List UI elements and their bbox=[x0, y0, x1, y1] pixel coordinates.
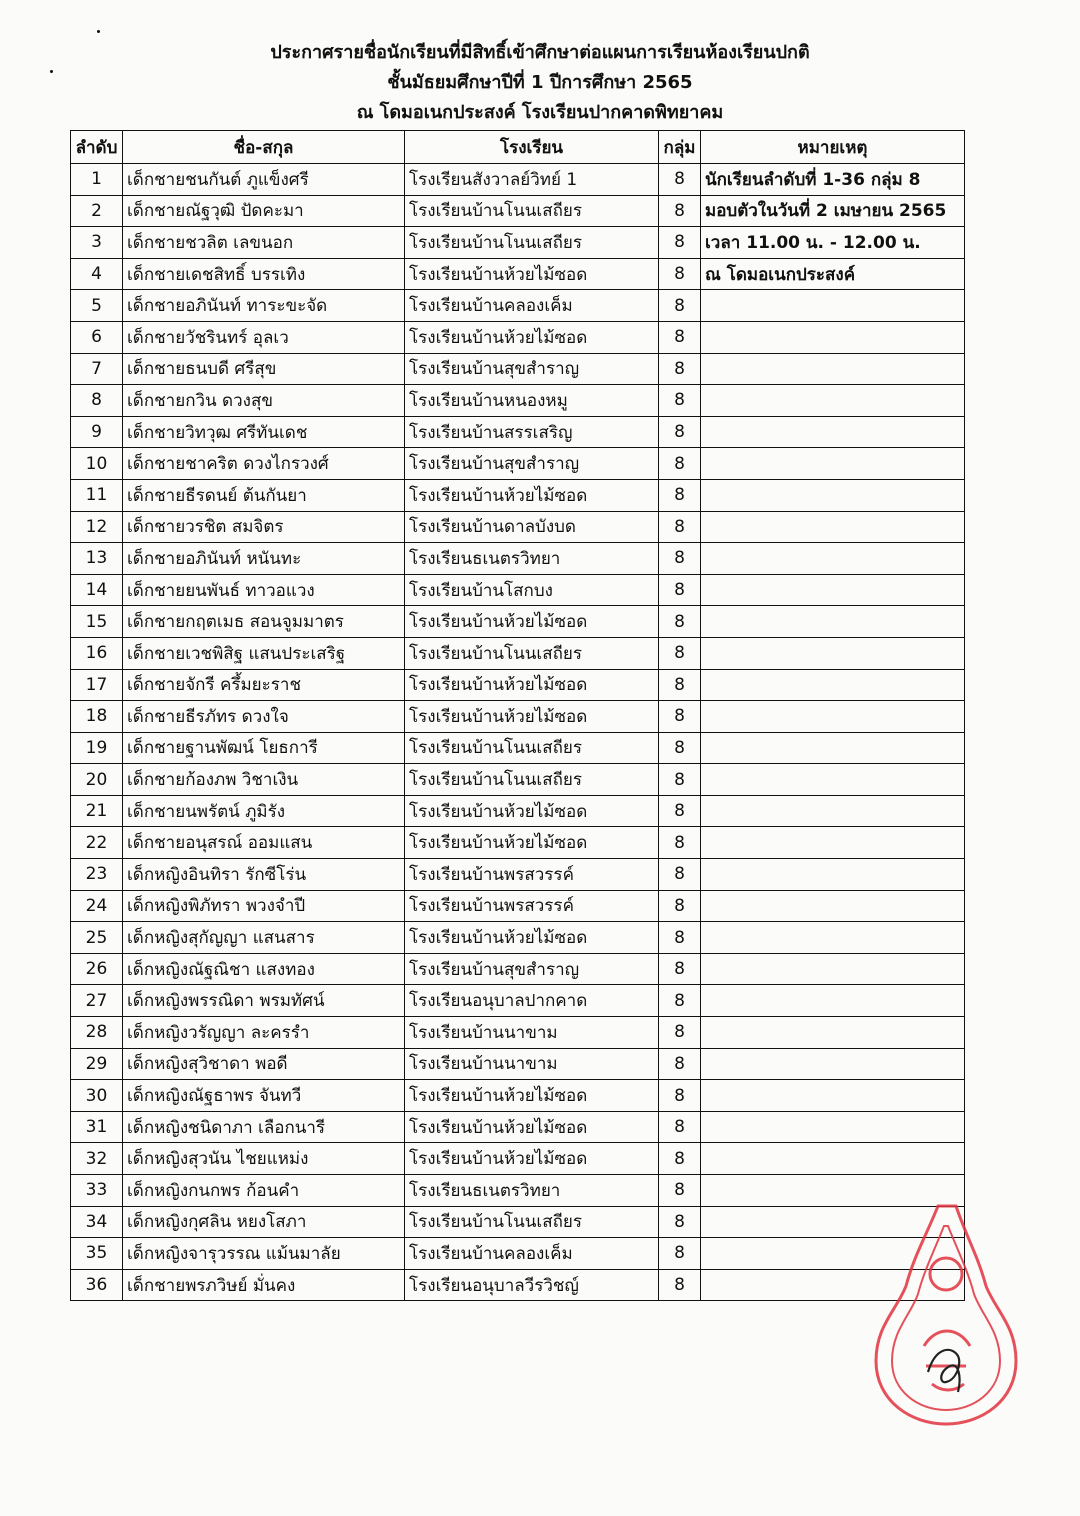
table-row bbox=[71, 448, 965, 480]
group-cell: 8 bbox=[659, 732, 701, 764]
group-cell: 8 bbox=[659, 353, 701, 385]
school-cell: โรงเรียนสังวาลย์วิทย์ 1 bbox=[405, 164, 659, 196]
table-row bbox=[71, 416, 965, 448]
row-no-cell: 32 bbox=[71, 1143, 123, 1175]
group-cell: 8 bbox=[659, 701, 701, 733]
remark-cell bbox=[701, 701, 965, 733]
remark-cell bbox=[701, 321, 965, 353]
remark-cell: เวลา 11.00 น. - 12.00 น. bbox=[701, 227, 965, 259]
group-cell: 8 bbox=[659, 637, 701, 669]
group-cell: 8 bbox=[659, 1111, 701, 1143]
remark-cell bbox=[701, 1080, 965, 1112]
school-seal-stamp bbox=[866, 1196, 1046, 1446]
table-row bbox=[71, 1206, 965, 1238]
school-cell: โรงเรียนบ้านโนนเสถียร bbox=[405, 1206, 659, 1238]
row-no-cell: 5 bbox=[71, 290, 123, 322]
school-cell: โรงเรียนบ้านดาลบังบด bbox=[405, 511, 659, 543]
table-row bbox=[71, 227, 965, 259]
remark-cell: นักเรียนลำดับที่ 1-36 กลุ่ม 8 bbox=[701, 164, 965, 196]
group-cell: 8 bbox=[659, 385, 701, 417]
remark-cell bbox=[701, 764, 965, 796]
venue-line: ณ โดมอเนกประสงค์ โรงเรียนปากคาดพิทยาคม bbox=[356, 102, 724, 123]
student-name-cell: เด็กชายฐานพัฒน์ โยธการี bbox=[123, 732, 405, 764]
table-row bbox=[71, 258, 965, 290]
student-name-cell: เด็กชายธีรดนย์ ต้นกันยา bbox=[123, 479, 405, 511]
row-no-cell: 19 bbox=[71, 732, 123, 764]
student-name-cell: เด็กหญิงกุศลิน หยงโสภา bbox=[123, 1206, 405, 1238]
row-no-cell: 7 bbox=[71, 353, 123, 385]
group-cell: 8 bbox=[659, 1269, 701, 1301]
row-no-cell: 27 bbox=[71, 985, 123, 1017]
school-cell: โรงเรียนบ้านห้วยไม้ซอด bbox=[405, 827, 659, 859]
column-header-school: โรงเรียน bbox=[405, 131, 659, 164]
remark-cell bbox=[701, 669, 965, 701]
student-name-cell: เด็กหญิงณัฐธาพร จันทวี bbox=[123, 1080, 405, 1112]
student-name-cell: เด็กหญิงจารุวรรณ แม้นมาลัย bbox=[123, 1238, 405, 1270]
table-row bbox=[71, 606, 965, 638]
school-cell: โรงเรียนบ้านนาขาม bbox=[405, 1017, 659, 1049]
school-cell: โรงเรียนบ้านห้วยไม้ซอด bbox=[405, 479, 659, 511]
school-cell: โรงเรียนบ้านสรรเสริญ bbox=[405, 416, 659, 448]
student-name-cell: เด็กชายยนพันธ์ ทาวอแวง bbox=[123, 574, 405, 606]
table-row bbox=[71, 922, 965, 954]
document-header bbox=[0, 38, 1080, 128]
group-cell: 8 bbox=[659, 479, 701, 511]
school-cell: โรงเรียนบ้านโนนเสถียร bbox=[405, 227, 659, 259]
group-cell: 8 bbox=[659, 195, 701, 227]
student-name-cell: เด็กหญิงวรัญญา ละครรำ bbox=[123, 1017, 405, 1049]
group-cell: 8 bbox=[659, 448, 701, 480]
row-no-cell: 21 bbox=[71, 795, 123, 827]
school-cell: โรงเรียนบ้านห้วยไม้ซอด bbox=[405, 922, 659, 954]
school-cell: โรงเรียนบ้านคลองเค็ม bbox=[405, 290, 659, 322]
row-no-cell: 36 bbox=[71, 1269, 123, 1301]
group-cell: 8 bbox=[659, 606, 701, 638]
school-cell: โรงเรียนบ้านห้วยไม้ซอด bbox=[405, 1111, 659, 1143]
group-cell: 8 bbox=[659, 574, 701, 606]
school-cell: โรงเรียนบ้านโสกบง bbox=[405, 574, 659, 606]
group-cell: 8 bbox=[659, 511, 701, 543]
school-cell: โรงเรียนบ้านพรสวรรค์ bbox=[405, 890, 659, 922]
table-row bbox=[71, 290, 965, 322]
table-row bbox=[71, 1238, 965, 1270]
remark-cell bbox=[701, 890, 965, 922]
row-no-cell: 12 bbox=[71, 511, 123, 543]
row-no-cell: 15 bbox=[71, 606, 123, 638]
student-name-cell: เด็กชายชาคริต ดวงไกรวงศ์ bbox=[123, 448, 405, 480]
table-row bbox=[71, 701, 965, 733]
row-no-cell: 24 bbox=[71, 890, 123, 922]
remark-cell bbox=[701, 353, 965, 385]
row-no-cell: 1 bbox=[71, 164, 123, 196]
student-name-cell: เด็กชายธนบดี ศรีสุข bbox=[123, 353, 405, 385]
table-row bbox=[71, 543, 965, 575]
school-cell: โรงเรียนธเนตรวิทยา bbox=[405, 543, 659, 575]
remark-cell bbox=[701, 985, 965, 1017]
student-name-cell: เด็กหญิงสุกัญญา แสนสาร bbox=[123, 922, 405, 954]
row-no-cell: 3 bbox=[71, 227, 123, 259]
group-cell: 8 bbox=[659, 1238, 701, 1270]
row-no-cell: 25 bbox=[71, 922, 123, 954]
table-row bbox=[71, 511, 965, 543]
group-cell: 8 bbox=[659, 416, 701, 448]
student-name-cell: เด็กหญิงพิภัทรา พวงจำปี bbox=[123, 890, 405, 922]
student-name-cell: เด็กชายอภินันท์ ทาระขะจัด bbox=[123, 290, 405, 322]
group-cell: 8 bbox=[659, 1143, 701, 1175]
table-row bbox=[71, 890, 965, 922]
table-row bbox=[71, 827, 965, 859]
table-row bbox=[71, 637, 965, 669]
table-row bbox=[71, 385, 965, 417]
school-cell: โรงเรียนบ้านห้วยไม้ซอด bbox=[405, 669, 659, 701]
row-no-cell: 28 bbox=[71, 1017, 123, 1049]
school-cell: โรงเรียนบ้านพรสวรรค์ bbox=[405, 859, 659, 891]
column-header-no: ลำดับ bbox=[71, 131, 123, 164]
remark-cell bbox=[701, 637, 965, 669]
table-row bbox=[71, 164, 965, 196]
school-cell: โรงเรียนบ้านห้วยไม้ซอด bbox=[405, 1080, 659, 1112]
row-no-cell: 6 bbox=[71, 321, 123, 353]
student-name-cell: เด็กชายกวิน ดวงสุข bbox=[123, 385, 405, 417]
group-cell: 8 bbox=[659, 890, 701, 922]
remark-cell bbox=[701, 953, 965, 985]
table-row bbox=[71, 353, 965, 385]
group-cell: 8 bbox=[659, 985, 701, 1017]
table-row bbox=[71, 321, 965, 353]
remark-cell bbox=[701, 922, 965, 954]
group-cell: 8 bbox=[659, 227, 701, 259]
student-name-cell: เด็กหญิงอินทิรา รักซีโร่น bbox=[123, 859, 405, 891]
student-name-cell: เด็กชายจักรี ครึ้มยะราช bbox=[123, 669, 405, 701]
remark-cell: ณ โดมอเนกประสงค์ bbox=[701, 258, 965, 290]
table-row bbox=[71, 195, 965, 227]
row-no-cell: 18 bbox=[71, 701, 123, 733]
school-cell: โรงเรียนบ้านสุขสำราญ bbox=[405, 953, 659, 985]
row-no-cell: 20 bbox=[71, 764, 123, 796]
student-name-cell: เด็กชายเวชพิสิฐ แสนประเสริฐ bbox=[123, 637, 405, 669]
remark-cell bbox=[701, 511, 965, 543]
row-no-cell: 29 bbox=[71, 1048, 123, 1080]
row-no-cell: 2 bbox=[71, 195, 123, 227]
row-no-cell: 22 bbox=[71, 827, 123, 859]
student-name-cell: เด็กชายนพรัตน์ ภูมิรัง bbox=[123, 795, 405, 827]
row-no-cell: 34 bbox=[71, 1206, 123, 1238]
row-no-cell: 23 bbox=[71, 859, 123, 891]
table-row bbox=[71, 985, 965, 1017]
table-row bbox=[71, 1111, 965, 1143]
row-no-cell: 35 bbox=[71, 1238, 123, 1270]
announcement-title: ประกาศรายชื่อนักเรียนที่มีสิทธิ์เข้าศึกษาต่อแผนการเรียนห้องเรียนปกติ bbox=[270, 42, 810, 63]
column-header-name: ชื่อ-สกุล bbox=[123, 131, 405, 164]
group-cell: 8 bbox=[659, 827, 701, 859]
table-row bbox=[71, 795, 965, 827]
school-cell: โรงเรียนบ้านสุขสำราญ bbox=[405, 353, 659, 385]
school-cell: โรงเรียนบ้านห้วยไม้ซอด bbox=[405, 1143, 659, 1175]
remark-cell bbox=[701, 795, 965, 827]
group-cell: 8 bbox=[659, 290, 701, 322]
remark-cell bbox=[701, 1143, 965, 1175]
row-no-cell: 13 bbox=[71, 543, 123, 575]
student-name-cell: เด็กชายเดชสิทธิ์ บรรเทิง bbox=[123, 258, 405, 290]
school-cell: โรงเรียนอนุบาลปากคาด bbox=[405, 985, 659, 1017]
remark-cell bbox=[701, 574, 965, 606]
remark-cell: มอบตัวในวันที่ 2 เมษายน 2565 bbox=[701, 195, 965, 227]
table-row bbox=[71, 1175, 965, 1207]
row-no-cell: 8 bbox=[71, 385, 123, 417]
remark-cell bbox=[701, 1017, 965, 1049]
student-name-cell: เด็กชายณัฐวุฒิ ปัดคะมา bbox=[123, 195, 405, 227]
remark-cell bbox=[701, 1048, 965, 1080]
student-name-cell: เด็กชายวรชิต สมจิตร bbox=[123, 511, 405, 543]
group-cell: 8 bbox=[659, 543, 701, 575]
row-no-cell: 30 bbox=[71, 1080, 123, 1112]
table-row bbox=[71, 479, 965, 511]
grade-year-line: ชั้นมัธยมศึกษาปีที่ 1 ปีการศึกษา 2565 bbox=[387, 72, 693, 93]
student-name-cell: เด็กชายวัชรินทร์ อุลเว bbox=[123, 321, 405, 353]
row-no-cell: 26 bbox=[71, 953, 123, 985]
table-row bbox=[71, 953, 965, 985]
remark-cell bbox=[701, 606, 965, 638]
group-cell: 8 bbox=[659, 953, 701, 985]
student-name-cell: เด็กหญิงชนิดาภา เลือกนารี bbox=[123, 1111, 405, 1143]
student-name-cell: เด็กชายก้องภพ วิชาเงิน bbox=[123, 764, 405, 796]
school-cell: โรงเรียนบ้านห้วยไม้ซอด bbox=[405, 321, 659, 353]
student-name-cell: เด็กชายธีรภัทร ดวงใจ bbox=[123, 701, 405, 733]
school-cell: โรงเรียนบ้านสุขสำราญ bbox=[405, 448, 659, 480]
group-cell: 8 bbox=[659, 1080, 701, 1112]
row-no-cell: 11 bbox=[71, 479, 123, 511]
school-cell: โรงเรียนอนุบาลวีรวิชญ์ bbox=[405, 1269, 659, 1301]
table-row bbox=[71, 1048, 965, 1080]
school-cell: โรงเรียนบ้านห้วยไม้ซอด bbox=[405, 701, 659, 733]
row-no-cell: 4 bbox=[71, 258, 123, 290]
table-row bbox=[71, 859, 965, 891]
group-cell: 8 bbox=[659, 321, 701, 353]
student-name-cell: เด็กหญิงณัฐณิชา แสงทอง bbox=[123, 953, 405, 985]
remark-cell bbox=[701, 859, 965, 891]
column-header-group: กลุ่ม bbox=[659, 131, 701, 164]
table-row bbox=[71, 1269, 965, 1301]
remark-cell bbox=[701, 479, 965, 511]
row-no-cell: 9 bbox=[71, 416, 123, 448]
group-cell: 8 bbox=[659, 669, 701, 701]
row-no-cell: 14 bbox=[71, 574, 123, 606]
remark-cell bbox=[701, 732, 965, 764]
row-no-cell: 16 bbox=[71, 637, 123, 669]
school-cell: โรงเรียนบ้านหนองหมู bbox=[405, 385, 659, 417]
group-cell: 8 bbox=[659, 1175, 701, 1207]
group-cell: 8 bbox=[659, 764, 701, 796]
school-cell: โรงเรียนบ้านโนนเสถียร bbox=[405, 637, 659, 669]
student-name-cell: เด็กหญิงสุวนัน ไชยแหม่ง bbox=[123, 1143, 405, 1175]
student-name-cell: เด็กชายพรภวิษย์ มั่นคง bbox=[123, 1269, 405, 1301]
row-no-cell: 10 bbox=[71, 448, 123, 480]
school-cell: โรงเรียนบ้านคลองเค็ม bbox=[405, 1238, 659, 1270]
group-cell: 8 bbox=[659, 1048, 701, 1080]
school-cell: โรงเรียนธเนตรวิทยา bbox=[405, 1175, 659, 1207]
table-row bbox=[71, 1017, 965, 1049]
student-name-cell: เด็กชายชวลิต เลขนอก bbox=[123, 227, 405, 259]
school-cell: โรงเรียนบ้านโนนเสถียร bbox=[405, 764, 659, 796]
group-cell: 8 bbox=[659, 859, 701, 891]
group-cell: 8 bbox=[659, 795, 701, 827]
table-row bbox=[71, 574, 965, 606]
table-body bbox=[71, 164, 965, 1301]
scan-speck bbox=[97, 30, 100, 33]
school-cell: โรงเรียนบ้านห้วยไม้ซอด bbox=[405, 258, 659, 290]
student-name-cell: เด็กหญิงกนกพร ก้อนคำ bbox=[123, 1175, 405, 1207]
remark-cell bbox=[701, 385, 965, 417]
student-roster-table bbox=[70, 130, 965, 1301]
row-no-cell: 17 bbox=[71, 669, 123, 701]
group-cell: 8 bbox=[659, 1017, 701, 1049]
remark-cell bbox=[701, 1111, 965, 1143]
table-row bbox=[71, 1143, 965, 1175]
table-header-row bbox=[71, 131, 965, 164]
school-cell: โรงเรียนบ้านนาขาม bbox=[405, 1048, 659, 1080]
student-name-cell: เด็กหญิงสุวิชาดา พอดี bbox=[123, 1048, 405, 1080]
group-cell: 8 bbox=[659, 1206, 701, 1238]
student-name-cell: เด็กชายอนุสรณ์ ออมแสน bbox=[123, 827, 405, 859]
school-cell: โรงเรียนบ้านห้วยไม้ซอด bbox=[405, 606, 659, 638]
group-cell: 8 bbox=[659, 164, 701, 196]
student-name-cell: เด็กชายอภินันท์ หนันทะ bbox=[123, 543, 405, 575]
row-no-cell: 33 bbox=[71, 1175, 123, 1207]
row-no-cell: 31 bbox=[71, 1111, 123, 1143]
school-cell: โรงเรียนบ้านโนนเสถียร bbox=[405, 195, 659, 227]
remark-cell bbox=[701, 448, 965, 480]
student-name-cell: เด็กชายชนกันต์ ภูแข็งศรี bbox=[123, 164, 405, 196]
group-cell: 8 bbox=[659, 258, 701, 290]
remark-cell bbox=[701, 543, 965, 575]
school-cell: โรงเรียนบ้านโนนเสถียร bbox=[405, 732, 659, 764]
table-row bbox=[71, 1080, 965, 1112]
school-cell: โรงเรียนบ้านห้วยไม้ซอด bbox=[405, 795, 659, 827]
remark-cell bbox=[701, 827, 965, 859]
student-name-cell: เด็กชายวิทวุฒ ศรีทันเดช bbox=[123, 416, 405, 448]
column-header-remark: หมายเหตุ bbox=[701, 131, 965, 164]
student-name-cell: เด็กหญิงพรรณิดา พรมทัศน์ bbox=[123, 985, 405, 1017]
group-cell: 8 bbox=[659, 922, 701, 954]
remark-cell bbox=[701, 416, 965, 448]
student-name-cell: เด็กชายกฤตเมธ สอนจูมมาตร bbox=[123, 606, 405, 638]
remark-cell bbox=[701, 290, 965, 322]
table-row bbox=[71, 732, 965, 764]
table-row bbox=[71, 669, 965, 701]
table-row bbox=[71, 764, 965, 796]
